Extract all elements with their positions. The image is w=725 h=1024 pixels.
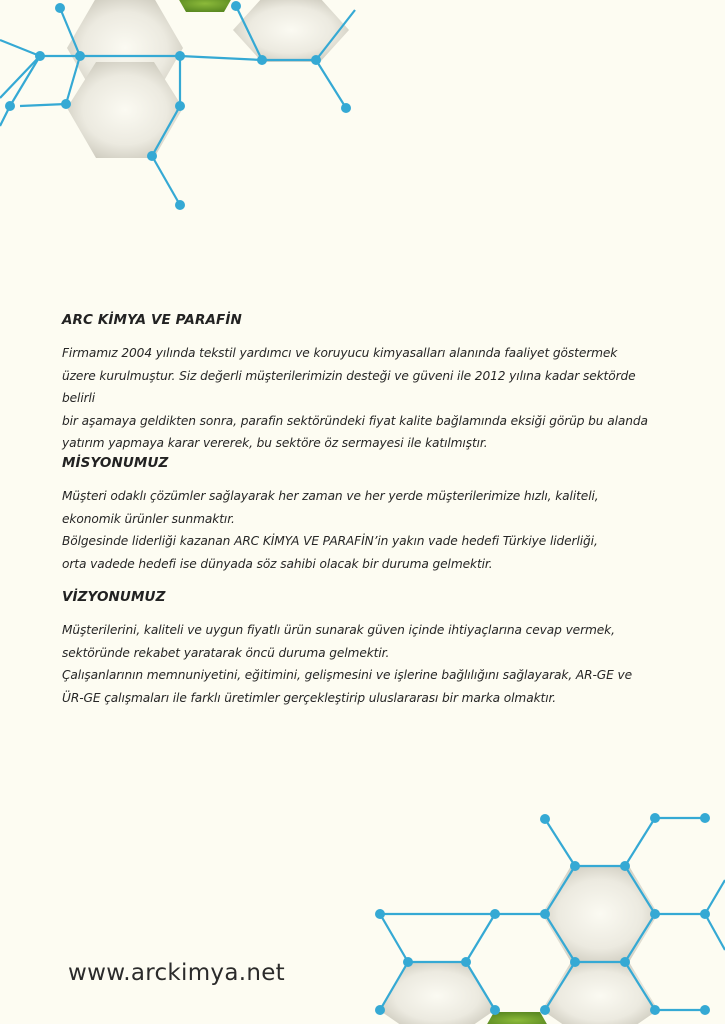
mission-title: MİSYONUMUZ <box>62 455 169 471</box>
mission-body: Müşteri odaklı çözümler sağlayarak her zaman ve her yerde müşterilerimize hızlı, kaliteli, ekonomik ürünler sunmaktır. Bölgesinde liderliği kazanan ARC KİMYA VE PARAFİN’in yakın vade hedefi Türkiye liderliği, orta vadede hedefi ise dünyada söz sahibi olacak bir duruma gelmektir. <box>62 489 599 571</box>
about-title: ARC KİMYA VE PARAFİN <box>62 312 242 328</box>
website-url: www.arckimya.net <box>68 960 285 986</box>
vision-section <box>62 589 682 715</box>
vision-title: VİZYONUMUZ <box>62 589 166 605</box>
molecule-decoration-bottom <box>360 800 725 1024</box>
about-body: Firmamız 2004 yılında tekstil yardımcı ve koruyucu kimyasalları alanında faaliyet göstermek üzere kurulmuştur. Siz değerli müşterilerimizin desteği ve güveni ile 2012 yılına kadar sektörde belirli bir aşamaya geldikten sonra, parafin sektöründeki fiyat kalite bağlamında eksiği görüp bu alanda yatırım yapmaya karar vererek, bu sektöre öz sermayesi ile katılmıştır. <box>62 346 648 450</box>
about-section <box>62 312 662 461</box>
vision-body: Müşterilerini, kaliteli ve uygun fiyatlı ürün sunarak güven içinde ihtiyaçlarına cevap vermek, sektöründe rekabet yaratarak öncü duruma gelmektir. Çalışanlarının memnuniyetini, eğitimini, gelişmesini ve işlerine bağlılığını sağlayarak, AR-GE ve ÜR-GE çalışmaları ile farklı üretimler gerçekleştirip uluslararası bir marka olmaktır. <box>62 623 633 705</box>
mission-section <box>62 455 682 581</box>
molecule-decoration-top <box>0 0 360 215</box>
